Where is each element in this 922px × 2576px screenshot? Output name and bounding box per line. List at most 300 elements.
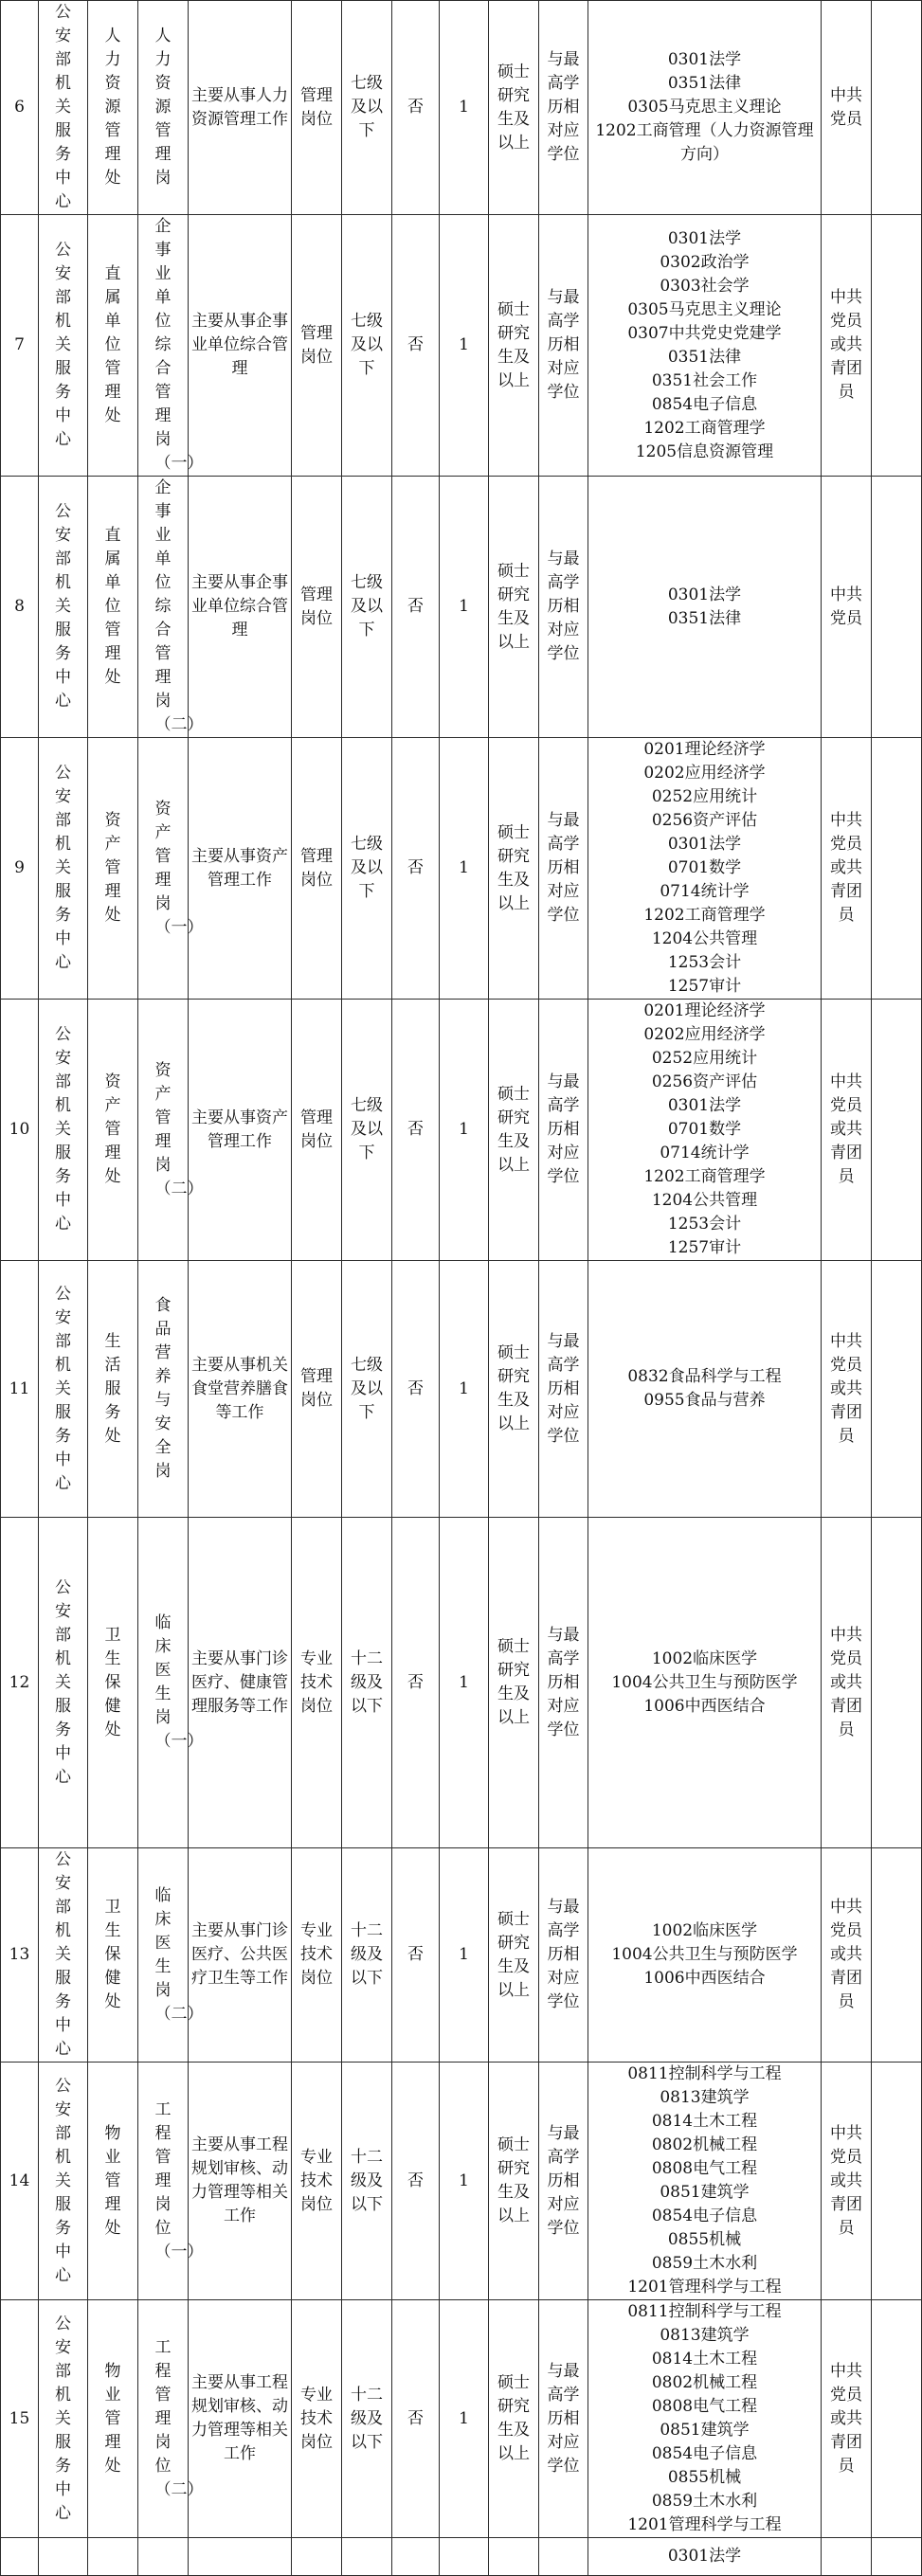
- majors-cell: [588, 1518, 822, 1848]
- political-status-cell-text: 中共党员或共青团员: [830, 1072, 862, 1186]
- headcount-cell: [440, 2538, 489, 2576]
- unit-cell: [39, 1000, 88, 1261]
- education-cell-text: 硕士研究生及以上: [497, 299, 530, 390]
- major-item: 0802机械工程: [651, 2373, 758, 2392]
- department-cell-text: 资产管理处: [104, 1072, 121, 1186]
- post-level-cell-text: 十二级及以下: [351, 2147, 383, 2214]
- major-item: 0851建筑学: [660, 2421, 750, 2440]
- major-item: 0201理论经济学: [643, 1001, 766, 1020]
- table-row-partial: [1, 2538, 922, 2576]
- post-level-cell: [342, 738, 392, 1000]
- major-item: 0302政治学: [660, 252, 750, 272]
- major-item: 0256资产评估: [651, 811, 758, 830]
- major-item: 1004公共卫生与预防医学: [611, 1672, 798, 1692]
- post-name-cell: [138, 1261, 189, 1518]
- political-status-cell: [822, 215, 872, 477]
- education-cell: [489, 215, 539, 477]
- education-cell-text: 硕士研究生及以上: [497, 561, 530, 652]
- unit-cell-text: 公安部机关服务中心: [55, 502, 71, 711]
- headcount-cell: 1: [440, 215, 489, 477]
- row-number: 9: [1, 738, 39, 1000]
- unit-cell: [39, 2300, 88, 2538]
- major-item: 0832食品科学与工程: [627, 1367, 782, 1386]
- political-status-cell: [822, 738, 872, 1000]
- unit-cell: [39, 1518, 88, 1848]
- post-name-cell-text: 资产管理岗（一）: [154, 799, 204, 937]
- department-cell: [88, 2063, 138, 2300]
- unit-cell-text: 公安部机关服务中心: [55, 1284, 71, 1493]
- major-item: 1004公共卫生与预防医学: [611, 1945, 798, 1964]
- department-cell: [88, 2538, 138, 2576]
- post-category-cell-text: 管理岗位: [300, 1108, 333, 1151]
- unit-cell: [39, 1261, 88, 1518]
- post-category-cell: [292, 215, 342, 477]
- major-item: 1253会计: [667, 1215, 742, 1234]
- department-cell: [88, 738, 138, 1000]
- major-item: 0714统计学: [660, 882, 750, 901]
- political-status-cell: [822, 1518, 872, 1848]
- cut-off-cell: [872, 2300, 922, 2538]
- major-item: 0301法学: [667, 2547, 742, 2566]
- major-item: 1202工商管理（人力资源管理方向）: [595, 121, 814, 164]
- duty-cell: 主要从事机关食堂营养膳食等工作: [189, 1261, 292, 1518]
- political-status-cell: [822, 2538, 872, 2576]
- post-category-cell-text: 专业技术岗位: [300, 1648, 333, 1716]
- post-level-cell-text: 十二级及以下: [351, 1648, 383, 1716]
- education-cell: [489, 2063, 539, 2300]
- unit-cell: [39, 477, 88, 738]
- department-cell-text: 物业管理处: [104, 2123, 121, 2238]
- majors-cell: [588, 215, 822, 477]
- education-cell: [489, 1518, 539, 1848]
- degree-cell-text: 与最高学历相对应学位: [547, 50, 580, 164]
- major-item: 1002临床医学: [651, 1648, 758, 1668]
- major-item: 0701数学: [667, 1120, 742, 1139]
- post-level-cell-text: 七级及以下: [351, 74, 383, 140]
- department-cell: [88, 1518, 138, 1848]
- table-row: [1, 1261, 922, 1518]
- post-name-cell-text: 企事业单位综合管理岗（二）: [154, 478, 204, 734]
- political-status-cell: [822, 2063, 872, 2300]
- post-category-cell: [292, 2538, 342, 2576]
- major-item: 1201管理科学与工程: [627, 2278, 782, 2297]
- post-name-cell-text: 临床医生岗（二）: [154, 1885, 204, 2024]
- duty-cell: 主要从事企事业单位综合管理: [189, 477, 292, 738]
- major-item: 0814土木工程: [651, 2350, 758, 2369]
- unit-cell-text: 公安部机关服务中心: [55, 3, 71, 211]
- post-name-cell: [138, 2538, 189, 2576]
- majors-cell: [588, 1848, 822, 2063]
- cut-off-cell: [872, 1000, 922, 1261]
- unit-cell-text: 公安部机关服务中心: [55, 2076, 71, 2285]
- major-item: 0351法律: [667, 608, 742, 628]
- major-item: 0701数学: [667, 858, 742, 877]
- cut-off-cell: [872, 2538, 922, 2576]
- post-category-cell: [292, 1000, 342, 1261]
- political-status-cell: [822, 1261, 872, 1518]
- degree-cell-text: 与最高学历相对应学位: [547, 1331, 580, 1446]
- exam-cell: 否: [392, 477, 440, 738]
- major-item: 0307中共党史党建学: [627, 323, 782, 343]
- table-body: [1, 1, 922, 2576]
- degree-cell: [539, 1, 588, 215]
- major-item: 1002临床医学: [651, 1921, 758, 1940]
- major-item: 0955食品与营养: [643, 1391, 766, 1410]
- degree-cell: [539, 1848, 588, 2063]
- majors-cell: [588, 1261, 822, 1518]
- table-row: [1, 2300, 922, 2538]
- exam-cell: 否: [392, 2300, 440, 2538]
- unit-cell-text: 公安部机关服务中心: [55, 1577, 71, 1787]
- degree-cell: [539, 1518, 588, 1848]
- department-cell: [88, 215, 138, 477]
- education-cell: [489, 738, 539, 1000]
- political-status-cell-text: 中共党员或共青团员: [830, 1625, 862, 1739]
- major-item: 0301法学: [667, 585, 742, 604]
- political-status-cell-text: 中共党员或共青团员: [830, 1331, 862, 1446]
- post-category-cell: [292, 1261, 342, 1518]
- duty-cell: 主要从事人力资源管理工作: [189, 1, 292, 215]
- major-item: 0351法律: [667, 347, 742, 367]
- table-row: [1, 215, 922, 477]
- post-level-cell: [342, 215, 392, 477]
- major-item: 0855机械: [667, 2230, 742, 2249]
- education-cell: [489, 1000, 539, 1261]
- exam-cell: 否: [392, 738, 440, 1000]
- degree-cell: [539, 738, 588, 1000]
- major-item: 1257审计: [667, 1238, 742, 1257]
- major-item: 1006中西医结合: [643, 1969, 766, 1988]
- post-level-cell-text: 十二级及以下: [351, 1921, 383, 1988]
- post-category-cell-text: 管理岗位: [300, 85, 333, 129]
- degree-cell-text: 与最高学历相对应学位: [547, 288, 580, 402]
- degree-cell: [539, 477, 588, 738]
- majors-cell: [588, 738, 822, 1000]
- major-item: 1201管理科学与工程: [627, 2515, 782, 2534]
- major-item: 0854电子信息: [651, 2444, 758, 2463]
- post-category-cell: [292, 1518, 342, 1848]
- post-level-cell: [342, 1000, 392, 1261]
- headcount-cell: 1: [440, 1000, 489, 1261]
- table-row: [1, 1518, 922, 1848]
- major-item: 1202工商管理学: [643, 906, 766, 925]
- post-name-cell: [138, 1000, 204, 1261]
- row-number: 12: [1, 1518, 39, 1848]
- majors-cell: [588, 1, 822, 215]
- major-item: 1205信息资源管理: [635, 441, 774, 461]
- duty-cell: 主要从事工程规划审核、动力管理等相关工作: [189, 2300, 292, 2538]
- degree-cell: [539, 2300, 588, 2538]
- major-item: 0256资产评估: [651, 1072, 758, 1091]
- majors-cell: [588, 1000, 822, 1261]
- department-cell-text: 直属单位管理处: [104, 526, 121, 687]
- political-status-cell: [822, 477, 872, 738]
- duty-cell: 主要从事企事业单位综合管理: [189, 215, 292, 477]
- table-row: [1, 738, 922, 1000]
- unit-cell: [39, 2063, 88, 2300]
- post-name-cell-text: 食品营养与安全岗: [154, 1296, 172, 1481]
- post-level-cell-text: 十二级及以下: [351, 2385, 383, 2452]
- post-category-cell: [292, 1848, 342, 2063]
- education-cell: [489, 2300, 539, 2538]
- table-row: [1, 1000, 922, 1261]
- post-level-cell: [342, 2063, 392, 2300]
- major-item: 0802机械工程: [651, 2135, 758, 2154]
- post-level-cell: [342, 2538, 392, 2576]
- cut-off-cell: [872, 1848, 922, 2063]
- post-category-cell-text: 管理岗位: [300, 1367, 333, 1410]
- major-item: 1204公共管理: [651, 929, 758, 948]
- exam-cell: [392, 2538, 440, 2576]
- duty-cell: 主要从事资产管理工作: [189, 738, 292, 1000]
- degree-cell-text: 与最高学历相对应学位: [547, 549, 580, 663]
- duty-cell: 主要从事门诊医疗、公共医疗卫生等工作: [189, 1848, 292, 2063]
- headcount-cell: 1: [440, 738, 489, 1000]
- headcount-cell: 1: [440, 1, 489, 215]
- row-number: 6: [1, 1, 39, 215]
- table-row: [1, 1, 922, 215]
- major-item: 1202工商管理学: [643, 1167, 766, 1186]
- major-item: 0202应用经济学: [643, 764, 766, 783]
- major-item: 0351社会工作: [651, 370, 758, 390]
- degree-cell: [539, 215, 588, 477]
- cut-off-cell: [872, 1, 922, 215]
- major-item: 0301法学: [667, 835, 742, 854]
- headcount-cell: 1: [440, 1848, 489, 2063]
- post-name-cell: [138, 738, 204, 1000]
- political-status-cell-text: 中共党员或共青团员: [830, 1898, 862, 2011]
- post-name-cell-text: 临床医生岗（一）: [154, 1613, 204, 1751]
- post-name-cell: [138, 1, 189, 215]
- major-item: 1204公共管理: [651, 1191, 758, 1210]
- education-cell-text: 硕士研究生及以上: [497, 1637, 530, 1727]
- post-name-cell-text: 人力资源管理岗: [154, 27, 172, 188]
- major-item: 1006中西医结合: [643, 1696, 766, 1716]
- duty-cell: 主要从事门诊医疗、健康管理服务等工作: [189, 1518, 292, 1848]
- degree-cell-text: 与最高学历相对应学位: [547, 2123, 580, 2238]
- unit-cell: [39, 1, 88, 215]
- post-level-cell-text: 七级及以下: [351, 1355, 383, 1422]
- degree-cell: [539, 1000, 588, 1261]
- post-category-cell: [292, 2300, 342, 2538]
- major-item: 0714统计学: [660, 1144, 750, 1162]
- headcount-cell: 1: [440, 1261, 489, 1518]
- education-cell: [489, 1, 539, 215]
- major-item: 0813建筑学: [660, 2088, 750, 2107]
- department-cell: [88, 1, 138, 215]
- table-row: [1, 2063, 922, 2300]
- post-level-cell: [342, 477, 392, 738]
- major-item: 0301法学: [667, 228, 742, 248]
- exam-cell: 否: [392, 1, 440, 215]
- post-level-cell-text: 七级及以下: [351, 573, 383, 639]
- education-cell-text: 硕士研究生及以上: [497, 1909, 530, 2000]
- degree-cell: [539, 2063, 588, 2300]
- duty-cell: 主要从事工程规划审核、动力管理等相关工作: [189, 2063, 292, 2300]
- major-item: 0854电子信息: [651, 2207, 758, 2225]
- post-name-cell-text: 工程管理岗位（二）: [154, 2337, 204, 2499]
- post-name-cell: [138, 215, 204, 477]
- exam-cell: 否: [392, 215, 440, 477]
- major-item: 0202应用经济学: [643, 1025, 766, 1044]
- post-category-cell-text: 专业技术岗位: [300, 2385, 333, 2452]
- post-level-cell: [342, 2300, 392, 2538]
- major-item: 0252应用统计: [651, 1049, 758, 1068]
- unit-cell: [39, 215, 88, 477]
- post-level-cell-text: 七级及以下: [351, 312, 383, 378]
- department-cell: [88, 1848, 138, 2063]
- post-level-cell-text: 七级及以下: [351, 835, 383, 901]
- exam-cell: 否: [392, 2063, 440, 2300]
- row-number: [1, 2538, 39, 2576]
- political-status-cell: [822, 1848, 872, 2063]
- headcount-cell: 1: [440, 2063, 489, 2300]
- majors-cell: [588, 2538, 822, 2576]
- major-item: 0301法学: [667, 50, 742, 69]
- political-status-cell-text: 中共党员: [830, 585, 862, 628]
- cut-off-cell: [872, 2063, 922, 2300]
- major-item: 0854电子信息: [651, 394, 758, 414]
- department-cell-text: 直属单位管理处: [104, 264, 121, 425]
- post-name-cell-text: 企事业单位综合管理岗（一）: [154, 217, 204, 473]
- major-item: 0301法学: [667, 1096, 742, 1115]
- post-category-cell: [292, 2063, 342, 2300]
- major-item: 1253会计: [667, 953, 742, 972]
- majors-cell: [588, 2300, 822, 2538]
- exam-cell: 否: [392, 1261, 440, 1518]
- department-cell-text: 人力资源管理处: [104, 27, 121, 188]
- post-level-cell: [342, 1848, 392, 2063]
- headcount-cell: 1: [440, 2300, 489, 2538]
- political-status-cell: [822, 1, 872, 215]
- post-name-cell: [138, 2300, 204, 2538]
- major-item: 0811控制科学与工程: [627, 2064, 782, 2083]
- row-number: 13: [1, 1848, 39, 2063]
- table-row: [1, 1848, 922, 2063]
- major-item: 1202工商管理学: [643, 418, 766, 438]
- post-level-cell-text: 七级及以下: [351, 1096, 383, 1162]
- post-category-cell-text: 管理岗位: [300, 846, 333, 890]
- post-name-cell-text: 工程管理岗位（一）: [154, 2099, 204, 2261]
- post-level-cell: [342, 1518, 392, 1848]
- department-cell: [88, 1000, 138, 1261]
- row-number: 15: [1, 2300, 39, 2538]
- row-number: 10: [1, 1000, 39, 1261]
- post-name-cell-text: 资产管理岗（二）: [154, 1060, 204, 1198]
- post-name-cell: [138, 2063, 204, 2300]
- cut-off-cell: [872, 215, 922, 477]
- political-status-cell-text: 中共党员或共青团员: [830, 811, 862, 925]
- majors-cell: [588, 2063, 822, 2300]
- cut-off-cell: [872, 1261, 922, 1518]
- post-name-cell: [138, 477, 204, 738]
- post-category-cell: [292, 738, 342, 1000]
- unit-cell-text: 公安部机关服务中心: [55, 764, 71, 972]
- cut-off-cell: [872, 738, 922, 1000]
- education-cell-text: 硕士研究生及以上: [497, 1084, 530, 1175]
- post-name-cell: [138, 1848, 204, 2063]
- political-status-cell-text: 中共党员或共青团员: [830, 2123, 862, 2238]
- department-cell: [88, 1261, 138, 1518]
- department-cell-text: 生活服务处: [104, 1331, 121, 1446]
- unit-cell-text: 公安部机关服务中心: [55, 2314, 71, 2523]
- degree-cell-text: 与最高学历相对应学位: [547, 2361, 580, 2476]
- exam-cell: 否: [392, 1848, 440, 2063]
- post-category-cell-text: 管理岗位: [300, 323, 333, 367]
- unit-cell-text: 公安部机关服务中心: [55, 1850, 71, 2059]
- major-item: 0808电气工程: [651, 2159, 758, 2178]
- cut-off-cell: [872, 1518, 922, 1848]
- major-item: 0855机械: [667, 2468, 742, 2487]
- education-cell-text: 硕士研究生及以上: [497, 822, 530, 913]
- degree-cell-text: 与最高学历相对应学位: [547, 1898, 580, 2011]
- major-item: 1257审计: [667, 977, 742, 996]
- political-status-cell-text: 中共党员: [830, 85, 862, 129]
- department-cell: [88, 2300, 138, 2538]
- post-category-cell: [292, 1, 342, 215]
- department-cell-text: 资产管理处: [104, 811, 121, 925]
- major-item: 0305马克思主义理论: [627, 98, 782, 117]
- duty-cell: [189, 2538, 292, 2576]
- headcount-cell: 1: [440, 477, 489, 738]
- political-status-cell: [822, 1000, 872, 1261]
- post-category-cell-text: 专业技术岗位: [300, 2147, 333, 2214]
- unit-cell: [39, 738, 88, 1000]
- education-cell: [489, 2538, 539, 2576]
- education-cell-text: 硕士研究生及以上: [497, 62, 530, 153]
- exam-cell: 否: [392, 1000, 440, 1261]
- department-cell: [88, 477, 138, 738]
- row-number: 7: [1, 215, 39, 477]
- major-item: 0351法律: [667, 74, 742, 93]
- major-item: 0814土木工程: [651, 2112, 758, 2131]
- unit-cell: [39, 2538, 88, 2576]
- political-status-cell-text: 中共党员或共青团员: [830, 288, 862, 402]
- education-cell: [489, 1261, 539, 1518]
- major-item: 0811控制科学与工程: [627, 2302, 782, 2321]
- post-level-cell: [342, 1261, 392, 1518]
- degree-cell: [539, 2538, 588, 2576]
- major-item: 0851建筑学: [660, 2183, 750, 2202]
- cut-off-cell: [872, 477, 922, 738]
- unit-cell-text: 公安部机关服务中心: [55, 1025, 71, 1234]
- education-cell: [489, 1848, 539, 2063]
- unit-cell-text: 公安部机关服务中心: [55, 241, 71, 449]
- row-number: 14: [1, 2063, 39, 2300]
- major-item: 0305马克思主义理论: [627, 299, 782, 319]
- post-category-cell-text: 管理岗位: [300, 585, 333, 628]
- post-category-cell-text: 专业技术岗位: [300, 1921, 333, 1988]
- department-cell-text: 卫生保健处: [104, 1898, 121, 2011]
- row-number: 8: [1, 477, 39, 738]
- exam-cell: 否: [392, 1518, 440, 1848]
- headcount-cell: 1: [440, 1518, 489, 1848]
- department-cell-text: 物业管理处: [104, 2361, 121, 2476]
- row-number: 11: [1, 1261, 39, 1518]
- table-row: [1, 477, 922, 738]
- major-item: 0859土木水利: [651, 2254, 758, 2273]
- post-level-cell: [342, 1, 392, 215]
- major-item: 0201理论经济学: [643, 740, 766, 759]
- degree-cell-text: 与最高学历相对应学位: [547, 1072, 580, 1186]
- degree-cell-text: 与最高学历相对应学位: [547, 1625, 580, 1739]
- duty-cell: 主要从事资产管理工作: [189, 1000, 292, 1261]
- major-item: 0859土木水利: [651, 2492, 758, 2511]
- department-cell-text: 卫生保健处: [104, 1625, 121, 1739]
- majors-cell: [588, 477, 822, 738]
- major-item: 0808电气工程: [651, 2397, 758, 2416]
- major-item: 0252应用统计: [651, 787, 758, 806]
